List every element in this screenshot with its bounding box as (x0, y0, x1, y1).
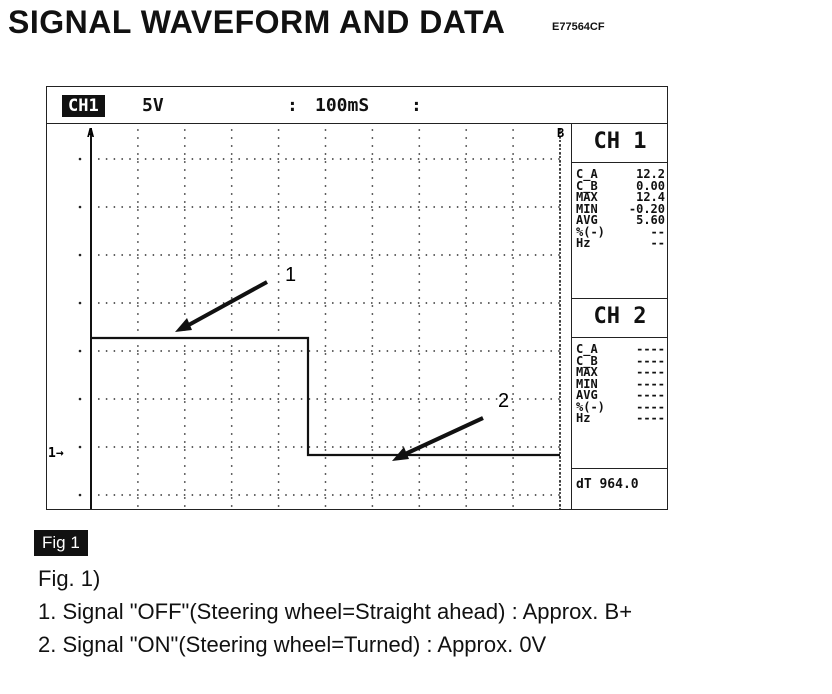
reading-value: ---- (636, 388, 665, 402)
reading-value: 12.4 (636, 190, 665, 204)
reading-label: %(-) (576, 399, 605, 414)
reading-value: -0.20 (628, 201, 665, 216)
reading-label: %(-) (576, 224, 605, 239)
caption-line-2: 2. Signal "ON"(Steering wheel=Turned) : Approx. 0V (38, 632, 547, 657)
figure-code: E77564CF (552, 21, 605, 33)
time-per-div: 100mS (315, 95, 370, 116)
arrow-1-head (175, 318, 192, 332)
caption-line-1: 1. Signal "OFF"(Steering wheel=Straight ahead) : Approx. B+ (38, 599, 633, 624)
reading-label: MIN (576, 376, 598, 391)
arrow-1 (185, 282, 267, 327)
arrow-2 (403, 418, 483, 455)
oscilloscope-screen (46, 86, 668, 510)
dt-readout (572, 469, 668, 492)
reading-row (576, 238, 668, 250)
figure-tag: Fig 1 (34, 530, 88, 556)
ch2-title: CH 2 (572, 299, 668, 338)
waveform-area (47, 124, 571, 509)
reading-value: ---- (636, 399, 665, 414)
ground-marker: 1→ (48, 446, 64, 461)
reading-label: Hz (576, 236, 591, 250)
separator: : (411, 95, 422, 116)
reading-value: ---- (636, 365, 665, 379)
measurement-panel (571, 124, 668, 509)
reading-value: ---- (636, 353, 665, 368)
reading-label: C_A (576, 342, 598, 356)
callout-1: 1 (285, 264, 297, 286)
ch1-title: CH 1 (572, 124, 668, 163)
callout-2: 2 (498, 390, 510, 412)
ch1-waveform (91, 338, 560, 455)
reading-value: 0.00 (636, 178, 665, 193)
cursor-a-label: A (87, 126, 95, 140)
dt-box (572, 469, 668, 509)
reading-value: 12.2 (636, 167, 665, 181)
reading-label: AVG (576, 213, 598, 227)
dt-value: 964.0 (599, 477, 639, 492)
reading-value: -- (650, 236, 665, 250)
reading-label: AVG (576, 388, 598, 402)
ch2-readings (572, 338, 668, 425)
reading-label: Hz (576, 411, 591, 425)
volts-per-div: 5V (142, 95, 164, 116)
separator: : (287, 95, 298, 116)
ch1-box (572, 124, 668, 299)
scope-top-bar (47, 87, 667, 124)
reading-value: ---- (636, 342, 665, 356)
figure-heading: Fig. 1) (38, 566, 101, 591)
reading-value: 5.60 (636, 213, 665, 227)
dt-label: dT (576, 477, 592, 492)
reading-label: C_B (576, 353, 598, 368)
reading-value: ---- (636, 411, 665, 425)
reading-label: MAX (576, 190, 598, 204)
channel-label: CH1 (62, 95, 105, 117)
reading-row (576, 413, 668, 425)
ch2-box (572, 299, 668, 469)
reading-label: MIN (576, 201, 598, 216)
reading-label: C_A (576, 167, 598, 181)
reading-value: -- (650, 224, 665, 239)
reading-value: ---- (636, 376, 665, 391)
grid-dots (79, 129, 561, 507)
cursor-b-label: B (557, 126, 565, 140)
page-title: SIGNAL WAVEFORM AND DATA (8, 4, 506, 40)
reading-label: C_B (576, 178, 598, 193)
ch1-readings (572, 163, 668, 250)
reading-label: MAX (576, 365, 598, 379)
